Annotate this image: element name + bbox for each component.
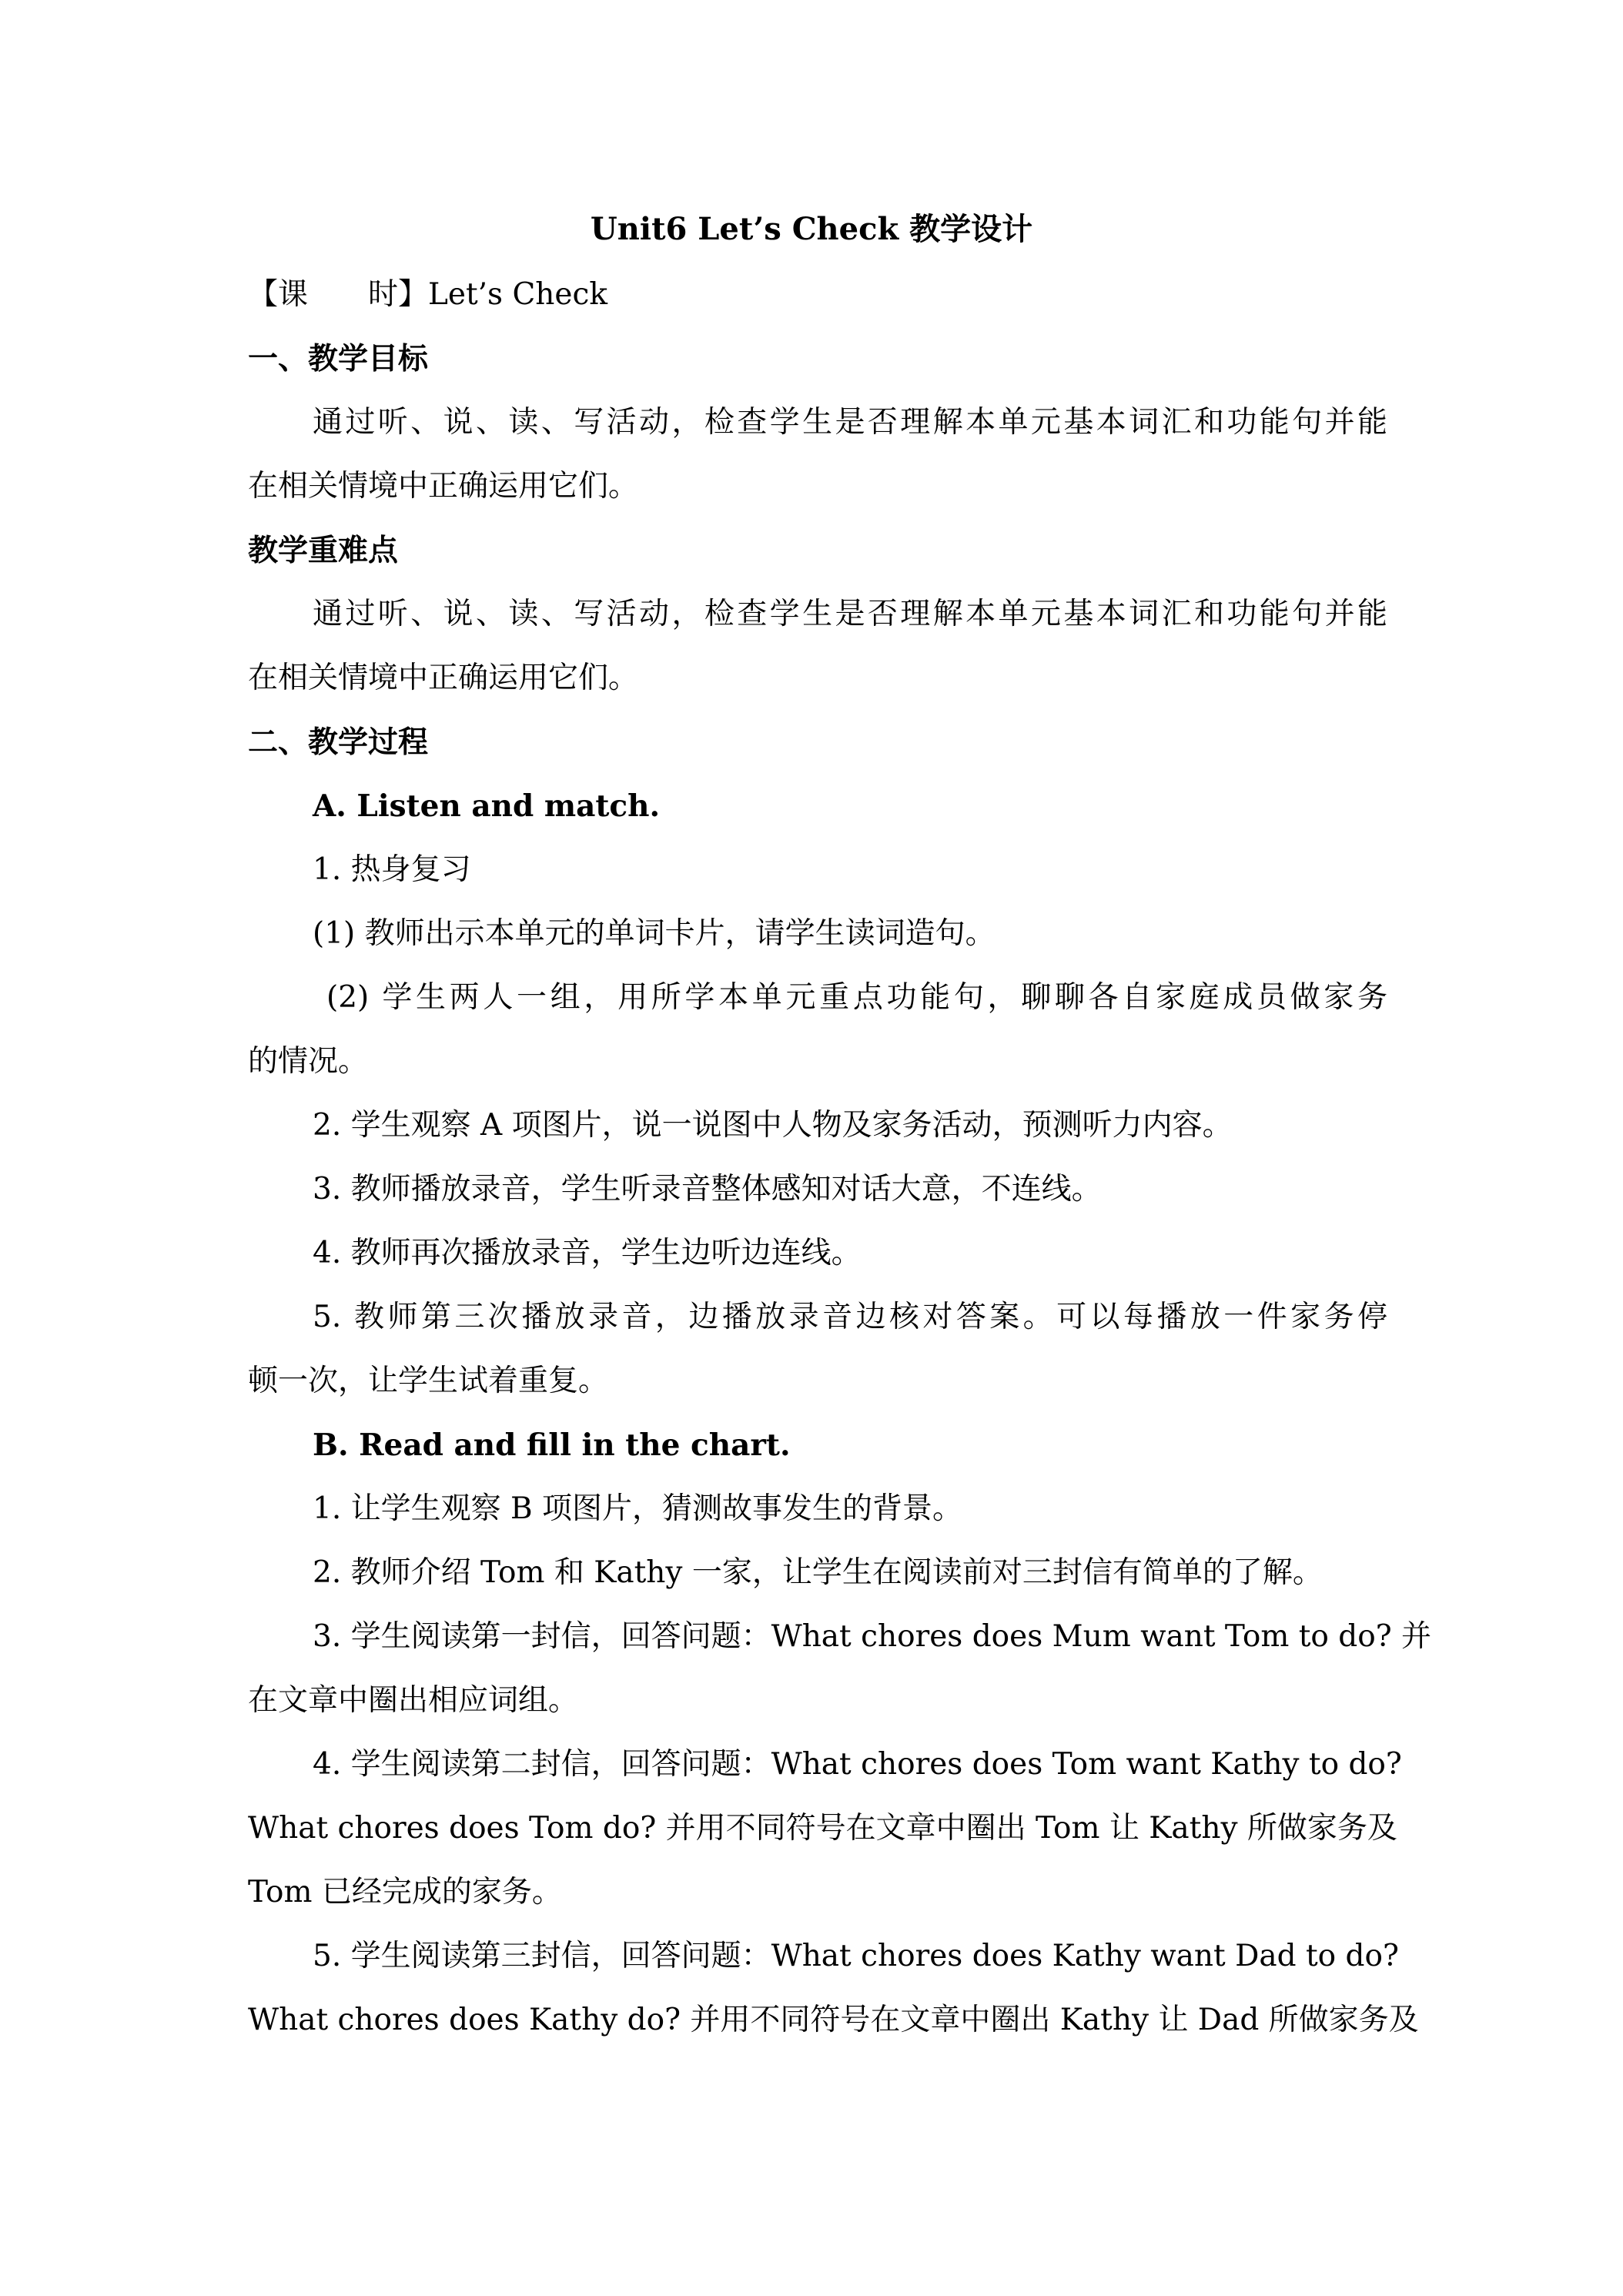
subsection-heading-b: B. Read and fill in the chart.	[313, 1427, 791, 1463]
step-b-3-line-1: 3. 学生阅读第一封信，回答问题：What chores does Mum want Tom to do? 并	[313, 1619, 1432, 1654]
step-a-1-sub-2-line-2: 的情况。	[248, 1044, 369, 1079]
objectives-paragraph-line-1: 通过听、说、读、写活动，检查学生是否理解本单元基本词汇和功能句并能	[313, 405, 1387, 440]
key-points-paragraph-line-1: 通过听、说、读、写活动，检查学生是否理解本单元基本词汇和功能句并能	[313, 597, 1387, 631]
step-b-4-line-1: 4. 学生阅读第二封信，回答问题：What chores does Tom want Kathy to do?	[313, 1747, 1402, 1782]
document-title: Unit6 Let’s Check 教学设计	[590, 211, 1033, 247]
subsection-heading-a: A. Listen and match.	[313, 788, 661, 824]
key-points-paragraph-line-2: 在相关情境中正确运用它们。	[248, 661, 639, 695]
step-a-1-sub-2-line-1: (2) 学生两人一组，用所学本单元重点功能句，聊聊各自家庭成员做家务	[326, 980, 1387, 1015]
step-a-3: 3. 教师播放录音，学生听录音整体感知对话大意，不连线。	[313, 1172, 1102, 1207]
step-a-1: 1. 热身复习	[313, 852, 471, 887]
section-heading-objectives: 一、教学目标	[248, 341, 429, 377]
step-a-1-sub-1: (1) 教师出示本单元的单词卡片，请学生读词造句。	[313, 916, 996, 951]
step-b-4-line-3: Tom 已经完成的家务。	[248, 1875, 562, 1909]
step-a-4: 4. 教师再次播放录音，学生边听边连线。	[313, 1236, 862, 1270]
step-b-5-line-1: 5. 学生阅读第三封信，回答问题：What chores does Kathy want Dad to do?	[313, 1939, 1399, 1973]
step-b-3-line-2: 在文章中圈出相应词组。	[248, 1683, 579, 1718]
step-b-5-line-2: What chores does Kathy do? 并用不同符号在文章中圈出 Kathy 让 Dad 所做家务及	[248, 2003, 1419, 2037]
section-heading-key-points: 教学重难点	[248, 533, 399, 568]
step-b-1: 1. 让学生观察 B 项图片，猜测故事发生的背景。	[313, 1491, 963, 1526]
step-b-2: 2. 教师介绍 Tom 和 Kathy 一家，让学生在阅读前对三封信有简单的了解。	[313, 1555, 1323, 1590]
step-b-4-line-2: What chores does Tom do? 并用不同符号在文章中圈出 Tom 让 Kathy 所做家务及	[248, 1811, 1397, 1846]
step-a-5-line-2: 顿一次，让学生试着重复。	[248, 1364, 609, 1398]
lesson-period-line: 【课 时】Let’s Check	[248, 277, 607, 312]
step-a-5-line-1: 5. 教师第三次播放录音，边播放录音边核对答案。可以每播放一件家务停	[313, 1300, 1387, 1334]
objectives-paragraph-line-2: 在相关情境中正确运用它们。	[248, 469, 639, 504]
section-heading-process: 二、教学过程	[248, 725, 429, 760]
step-a-2: 2. 学生观察 A 项图片，说一说图中人物及家务活动，预测听力内容。	[313, 1108, 1233, 1143]
